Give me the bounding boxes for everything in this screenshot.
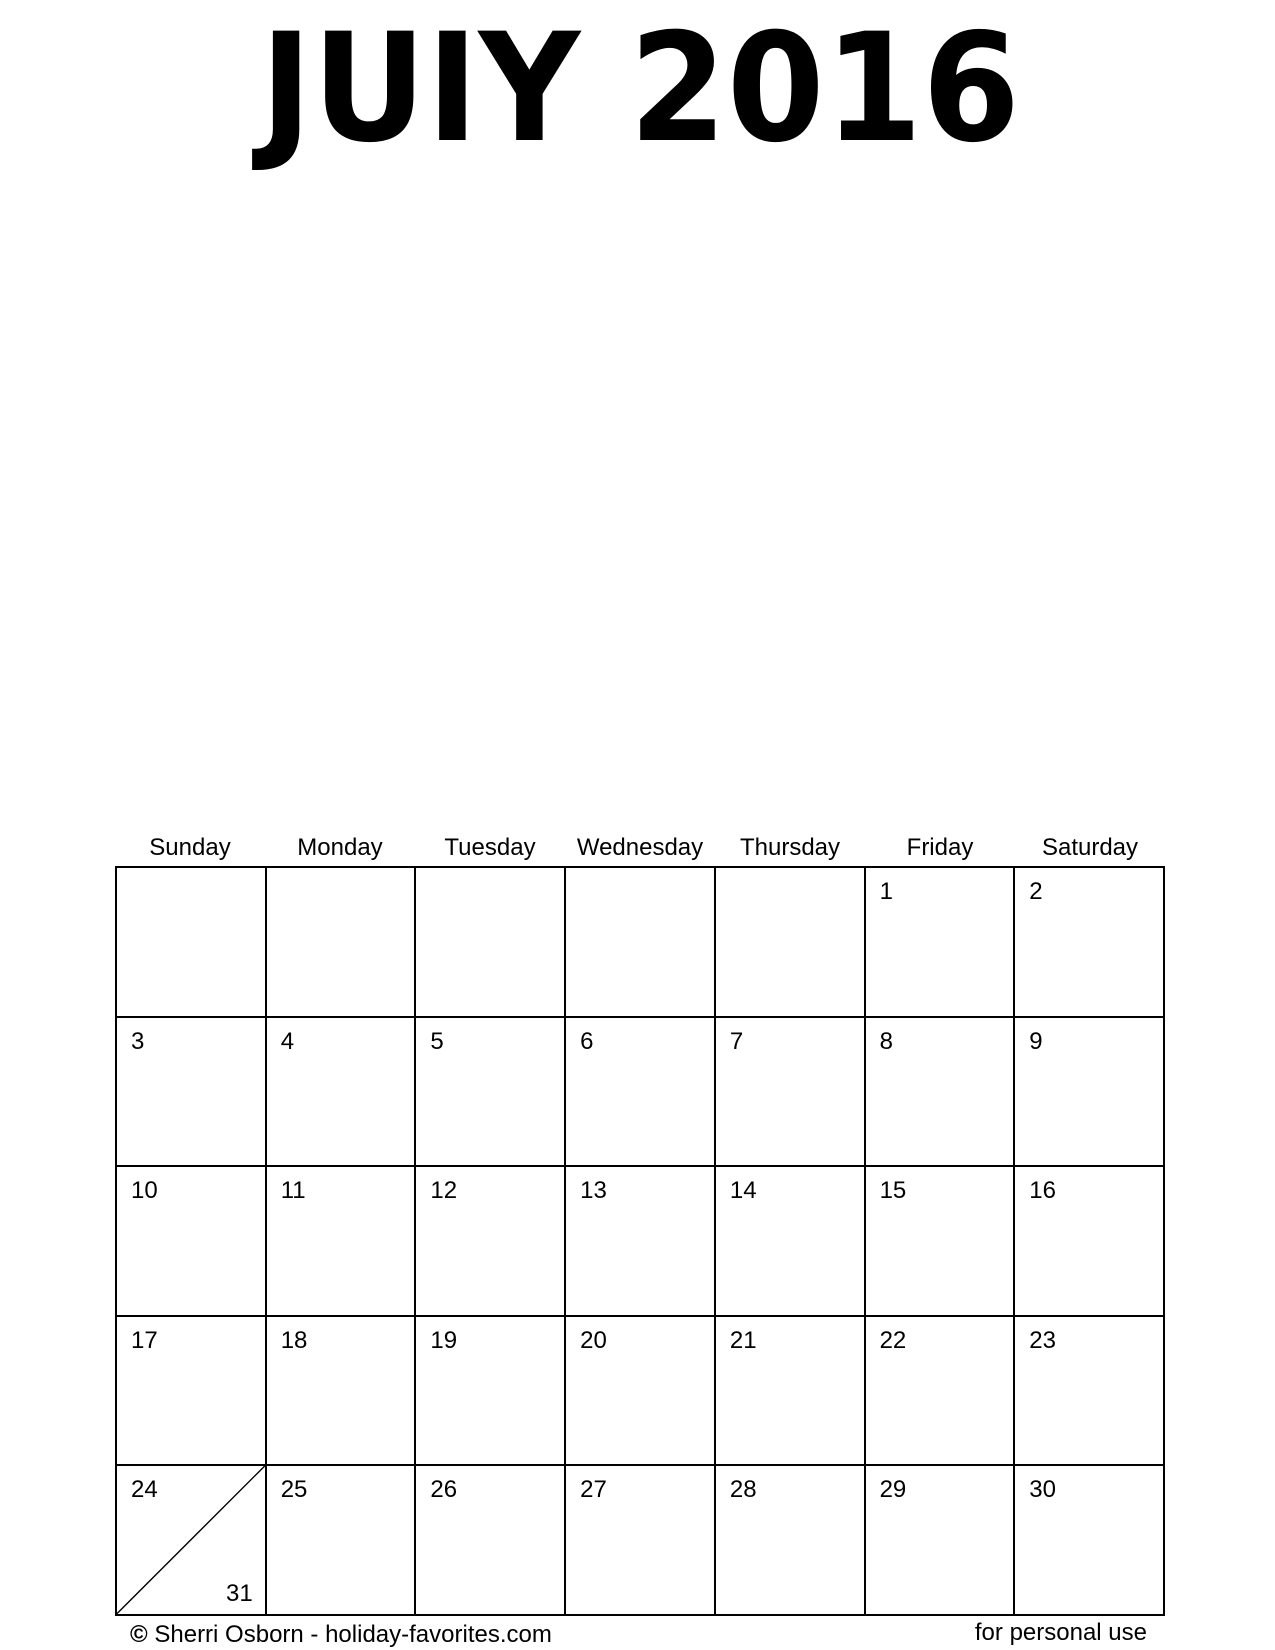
footer-credit (130, 1620, 552, 1650)
calendar-grid (115, 866, 1165, 1616)
day-cell (866, 1466, 1016, 1616)
day-number: 22 (879, 1326, 907, 1354)
day-cell (267, 1317, 417, 1467)
day-number: 23 (1029, 1326, 1056, 1354)
day-cell (716, 1317, 866, 1467)
day-number: 24 (131, 1476, 158, 1504)
day-cell (1015, 868, 1165, 1018)
day-cell (1015, 1018, 1165, 1168)
day-number: 3 (131, 1027, 145, 1055)
weekday-monday: Monday (297, 834, 383, 861)
weekday-tuesday: Tuesday (444, 834, 536, 861)
day-number: 15 (879, 1177, 907, 1205)
day-cell (566, 1317, 716, 1467)
footer-credit-text: Sherri Osborn - holiday-favorites.com (154, 1621, 552, 1648)
day-number: 6 (580, 1027, 594, 1055)
day-number: 8 (879, 1027, 893, 1055)
day-cell (866, 1317, 1016, 1467)
day-number: 18 (280, 1326, 308, 1354)
day-cell (866, 868, 1016, 1018)
day-cell (866, 1018, 1016, 1168)
day-cell (1015, 1167, 1165, 1317)
day-number: 17 (131, 1326, 158, 1354)
day-cell (1015, 1317, 1165, 1467)
day-cell (716, 1018, 866, 1168)
day-cell (267, 868, 417, 1018)
day-number: 29 (879, 1476, 907, 1504)
weekday-friday: Friday (906, 834, 974, 861)
day-cell (416, 1018, 566, 1168)
day-cell (117, 1317, 267, 1467)
day-cell (716, 868, 866, 1018)
day-number: 19 (430, 1326, 458, 1354)
split-day-cell (117, 1466, 267, 1616)
day-number: 2 (1029, 878, 1043, 905)
day-number-second: 31 (226, 1580, 253, 1607)
day-cell (566, 868, 716, 1018)
day-cell (267, 1018, 417, 1168)
day-number: 30 (1029, 1476, 1056, 1504)
day-number: 27 (580, 1476, 607, 1504)
day-number: 9 (1029, 1027, 1043, 1055)
weekday-header-row (115, 830, 1165, 866)
day-cell (416, 1167, 566, 1317)
weekday-saturday: Saturday (1041, 834, 1139, 861)
weekday-thursday: Thursday (739, 834, 841, 861)
day-cell (566, 1018, 716, 1168)
day-number: 21 (729, 1326, 757, 1354)
day-cell (117, 1167, 267, 1317)
day-cell (416, 1466, 566, 1616)
day-cell (566, 1466, 716, 1616)
weekday-wednesday: Wednesday (576, 834, 704, 861)
day-number: 10 (131, 1177, 158, 1205)
page-title-text: JUIY 2016 (251, 2, 1021, 175)
day-cell (267, 1167, 417, 1317)
day-cell (416, 868, 566, 1018)
day-number: 25 (280, 1476, 308, 1504)
day-number: 7 (729, 1027, 744, 1055)
day-number: 26 (430, 1476, 458, 1504)
footer-usage: for personal use (974, 1619, 1147, 1646)
day-cell (117, 1018, 267, 1168)
weekday-sunday: Sunday (149, 834, 231, 861)
day-number: 4 (280, 1027, 295, 1055)
day-cell (716, 1466, 866, 1616)
day-number: 14 (729, 1177, 757, 1205)
day-cell (416, 1317, 566, 1467)
day-cell (1015, 1466, 1165, 1616)
day-number: 11 (280, 1177, 306, 1205)
day-number: 16 (1029, 1177, 1056, 1205)
copyright-icon: © (130, 1621, 148, 1648)
day-number: 28 (729, 1476, 757, 1504)
day-number: 20 (580, 1326, 607, 1354)
day-number: 13 (580, 1177, 607, 1205)
day-cell (267, 1466, 417, 1616)
day-number: 1 (879, 878, 893, 905)
day-cell (866, 1167, 1016, 1317)
day-cell (716, 1167, 866, 1317)
page-title (0, 0, 1275, 175)
day-number: 5 (430, 1027, 444, 1055)
day-cell (566, 1167, 716, 1317)
day-cell (117, 868, 267, 1018)
day-number: 12 (430, 1177, 458, 1205)
